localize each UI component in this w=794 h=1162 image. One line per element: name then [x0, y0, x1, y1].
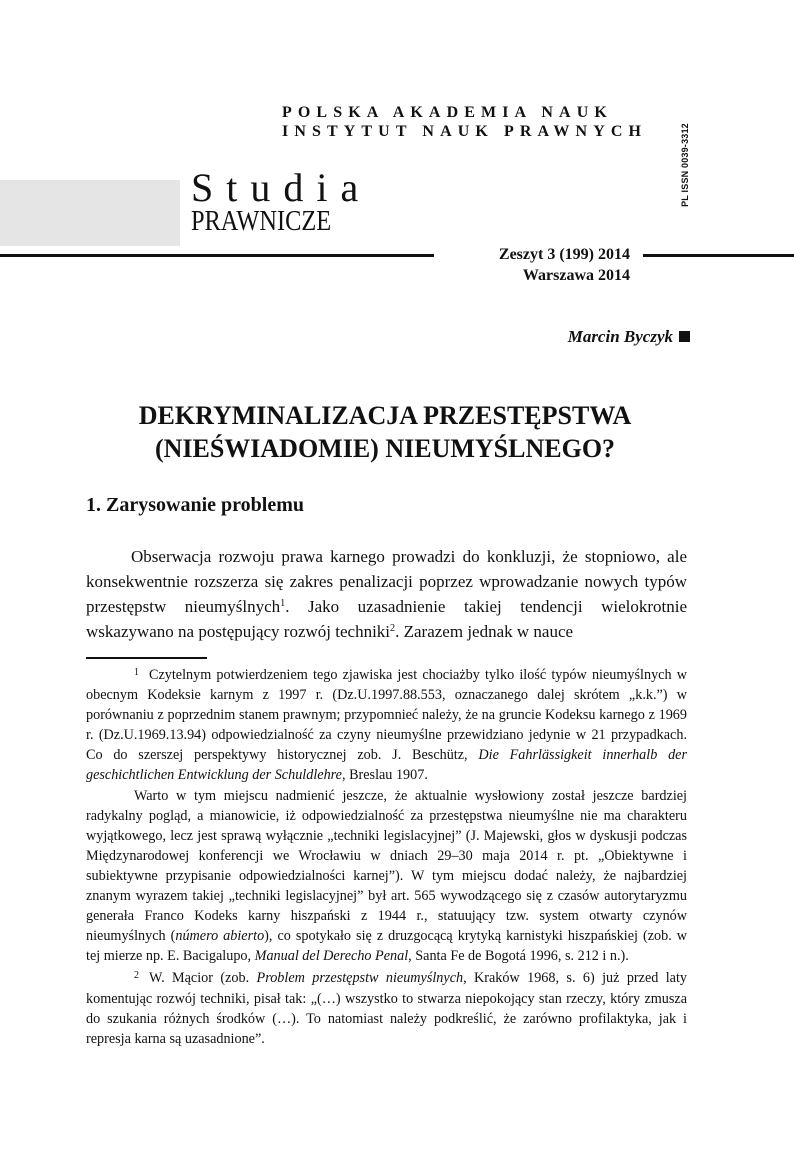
issue-number: Zeszyt 3 (199) 2014: [498, 246, 630, 263]
issn-text: PL ISSN 0039-3312: [680, 123, 690, 207]
footnote-citation-title: Problem przestępstw nieumyślnych: [256, 970, 464, 987]
issue-place-year: Warszawa 2014: [522, 267, 630, 284]
black-square-icon: [679, 331, 690, 342]
footnote-number: 1: [134, 667, 139, 678]
footnote-text: W. Mącior (zob.: [149, 970, 257, 987]
footnote-ref-2[interactable]: 2: [390, 622, 396, 634]
journal-title-studia: Studia: [191, 165, 372, 210]
issue-info: [440, 244, 630, 286]
paragraph-text: . Jako uzasadnienie takiej tendencji wielokrotnie wskazywano na postępujący rozwój techniki: [86, 597, 688, 641]
institution-name: [282, 103, 662, 141]
footnote-text: , Breslau 1907.: [341, 767, 428, 784]
article-title: [100, 399, 670, 465]
paragraph-text: . Zarazem jednak w nauce: [395, 622, 574, 641]
paragraph: [86, 544, 687, 644]
logo-gray-block: [0, 180, 180, 246]
footnote-text: , Santa Fe de Bogotá 1996, s. 212 i n.).: [408, 948, 629, 965]
article-title-line-2: (NIEŚWIADOMIE) NIEUMYŚLNEGO?: [154, 434, 616, 463]
footnote-2: [86, 966, 687, 1048]
section-heading: 1. Zarysowanie problemu: [86, 494, 304, 516]
header-rule-right: [643, 254, 794, 257]
footnote-citation-title: Die Fahrlässigkeit innerhalb der geschichtlichen Entwicklung der Schuldlehre: [86, 747, 687, 784]
paragraph-text: Obserwacja rozwoju prawa karnego prowadzi do konkluzji, że stopniowo, ale konsekwentnie rozszerza się zakres penalizacji poprzez wprowadzanie nowych typów przestępstw nieumyślnych: [86, 547, 687, 616]
author-name: Marcin Byczyk: [567, 327, 673, 346]
institution-line-2: INSTYTUT NAUK PRAWNYCH: [282, 123, 648, 140]
footnote-italic-term: número abierto: [175, 928, 265, 945]
footnote-ref-1[interactable]: 1: [280, 597, 286, 609]
author-line: [480, 327, 690, 347]
footnote-text: , Kraków 1968, s. 6) już przed laty komentując rozwój techniki, pisał tak: „(…) wszystko to stwarza niepokojący stan rzeczy, który zmusza do szukania różnych środków (…). To natomiast należy podkreślić, że zarówno profilaktyka, jak i represja karna są uzasadnione”.: [86, 970, 687, 1047]
footnote-number: 2: [134, 970, 139, 982]
footnotes: [86, 663, 687, 1049]
footnote-1-continuation: [86, 786, 687, 967]
institution-line-1: POLSKA AKADEMIA NAUK: [282, 104, 613, 121]
footnote-text: Warto w tym miejscu nadmienić jeszcze, że aktualnie wysłowiony został jeszcze bardziej radykalny pogląd, a mianowicie, iż odpowiedzialność za przestępstwa nieumyślne nie ma charakteru wyjątkowego, lecz jest sprawą wyłącznie „techniki legislacyjnej” (J. Majewski, głos w dyskusji podczas Międzynarodowej konferencji we Wrocławiu w dniach 29–30 maja 2014 r. pt. „Obiektywne i subiektywne przypisanie odpowiedzialności karnej”). W tym miejscu dodać należy, że najbardziej znanym wyrazem takiej „techniki legislacyjnej” był art. 565 wywodzącego się z czasów autorytaryzmu generała Franco Kodeks karny hiszpański z 1944 r., statuujący tzw. system otwarty czynów nieumyślnych (: [86, 787, 687, 945]
body-text: [86, 544, 687, 644]
footnote-citation-title: Manual del Derecho Penal: [254, 948, 409, 965]
footnote-text: ), co spotykało się z druzgocącą krytyką karnistyki hiszpańskiej (zob. w tej mierze np. E. Bacigalupo,: [86, 928, 687, 965]
header-rule-left: [0, 254, 434, 257]
article-title-line-1: DEKRYMINALIZACJA PRZESTĘPSTWA: [138, 401, 632, 430]
journal-title-prawnicze: PRAWNICZE: [191, 206, 332, 237]
issn-label: [676, 100, 694, 230]
footnote-separator: [86, 657, 207, 659]
footnote-text: Czytelnym potwierdzeniem tego zjawiska jest chociażby tylko ilość typów nieumyślnych w obecnym Kodeksie karnym z 1997 r. (Dz.U.1997.88.553, oznaczanego dalej skrótem „k.k.”) w porównaniu z poprzednim stanem prawnym; przypomnieć należy, że na gruncie Kodeksu karnego z 1969 r. (Dz.U.1969.13.94) odpowiedzialność za czyny nieumyślne przewidziano jedynie w 21 przypadkach. Co do szerszej perspektywy historycznej zob. J. Beschütz,: [86, 667, 687, 764]
footnote-1: [86, 663, 687, 786]
